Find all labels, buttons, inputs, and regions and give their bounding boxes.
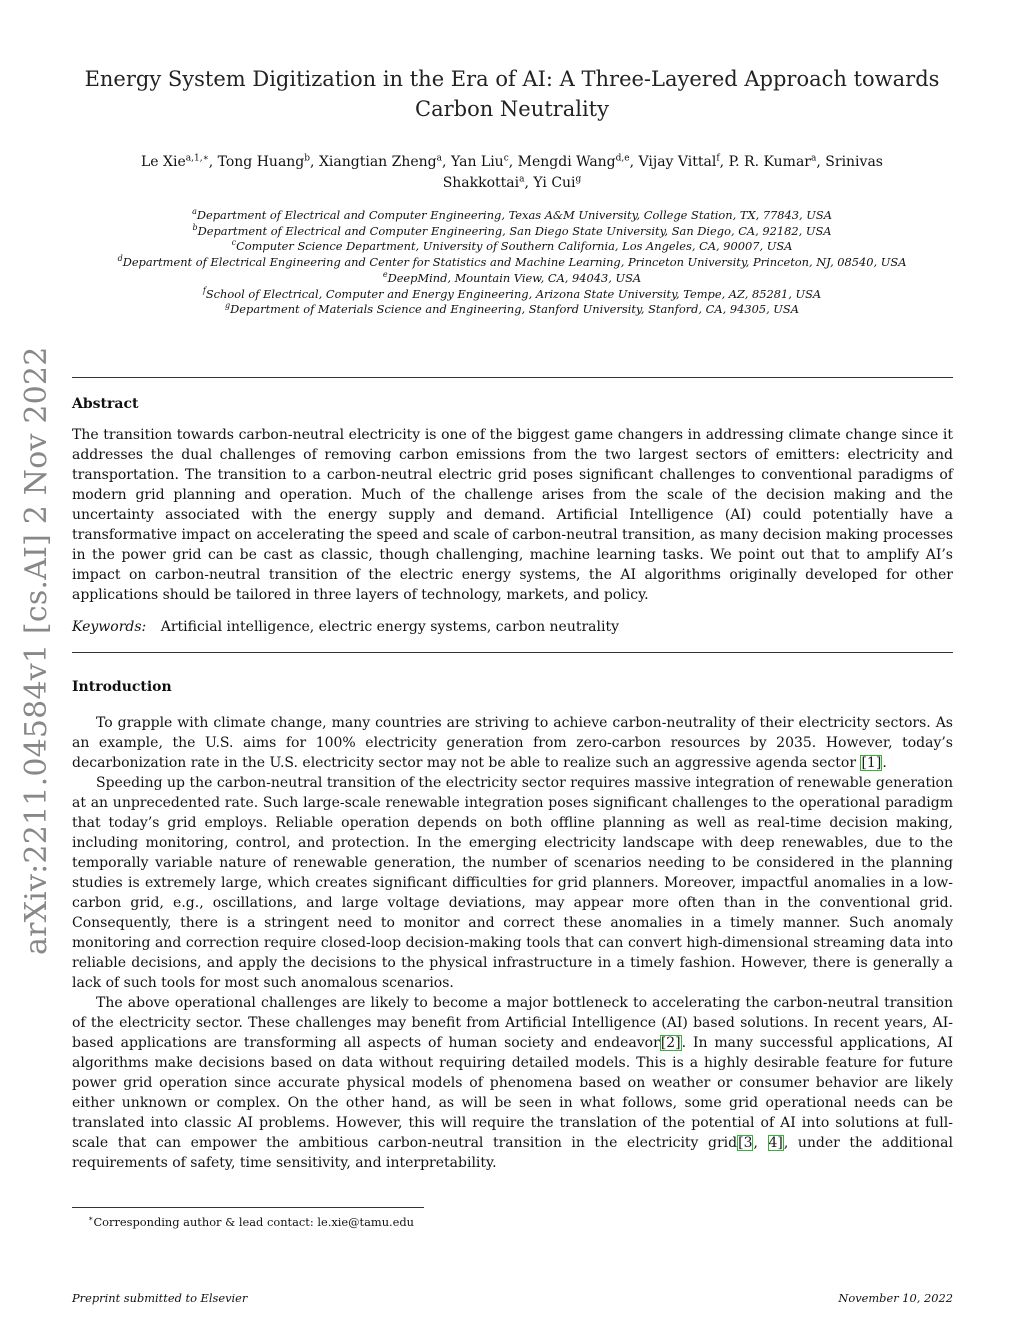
affiliation-mark: f [202, 285, 206, 295]
author-name: Vijay Vittal [638, 154, 717, 170]
abstract-top-rule [72, 377, 953, 378]
author [319, 154, 451, 170]
footer-date: November 10, 2022 [838, 1291, 953, 1305]
affiliation-text: Department of Electrical and Computer Engineering, San Diego State University, San Diego, CA, 92182, USA [197, 223, 832, 238]
author-name: Yan Liu [450, 154, 504, 170]
intro-paragraph [72, 993, 953, 1173]
intro-paragraph [72, 713, 953, 773]
author-affiliation-mark: c [503, 153, 509, 164]
intro-text: , [753, 1135, 768, 1151]
affiliation [40, 239, 984, 255]
author-separator: , [816, 154, 826, 170]
affiliation-list [40, 208, 984, 318]
affiliation-mark: b [192, 222, 198, 232]
intro-text: Speeding up the carbon-neutral transition of the electricity sector requires massive integration of renewable generation at an unprecedented rate. Such large-scale renewable integration poses significant challenges to the operational paradigm that today’s grid employs. Reliable operation depends on both offline planning as well as real-time decision making, including monitoring, control, and protection. In the emerging electricity landscape with deep renewables, due to the temporally variable nature of renewable generation, the number of scenarios needing to be considered in the planning studies is extremely large, which creates significant difficulties for grid planners. Moreover, impactful anomalies in a low-carbon grid, e.g., oscillations, and large voltage deviations, may appear more often than in the conventional grid. Consequently, there is a stringent need to monitor and correct these anomalies in a timely manner. Such anomaly monitoring and correction require closed-loop decision-making tools that can convert high-dimensional streaming data into reliable decisions, and apply the decisions to the physical infrastructure in a timely fashion. However, there is generally a lack of such tools for most such anomalous scenarios. [72, 775, 953, 991]
author [451, 154, 518, 170]
author-affiliation-mark: a [519, 174, 525, 185]
introduction-heading: Introduction [72, 679, 172, 695]
title-line-2: Carbon Neutrality [415, 97, 609, 121]
paper-title [80, 64, 944, 124]
keywords-label: Keywords: [72, 619, 147, 635]
author-affiliation-mark: f [716, 153, 720, 164]
author-affiliation-mark: b [304, 153, 311, 164]
author-affiliation-mark: a,1,∗ [185, 153, 209, 164]
citation-link[interactable]: 4] [768, 1135, 783, 1151]
author-affiliation-mark: a [811, 153, 817, 164]
affiliation [40, 302, 984, 318]
abstract-bottom-rule [72, 652, 953, 653]
affiliation-text: DeepMind, Mountain View, CA, 94043, USA [387, 270, 642, 285]
affiliation [40, 287, 984, 303]
author-separator: , [508, 154, 518, 170]
affiliation [40, 255, 984, 271]
author-list [100, 152, 924, 194]
affiliation-mark: d [117, 254, 123, 264]
author-separator: , [208, 154, 218, 170]
author-name: P. R. Kumar [728, 154, 811, 170]
author [729, 154, 826, 170]
footnote-text: Corresponding author & lead contact: le.xie@tamu.edu [93, 1214, 415, 1229]
author [518, 154, 639, 170]
author-separator: , [629, 154, 639, 170]
author [141, 154, 218, 170]
affiliation [40, 271, 984, 287]
author [533, 175, 581, 191]
intro-paragraph [72, 773, 953, 993]
author [218, 154, 319, 170]
citation-link[interactable]: [3 [738, 1135, 753, 1151]
intro-text: . In many successful applications, AI algorithms make decisions based on data without requiring detailed models. This is a highly desirable feature for future power grid operation since accurate physical models of phenomena based on weather or consumer behavior are likely either unknown or complex. On the other hand, as will be seen in what follows, some grid operational needs can be translated into classic AI problems. However, this will require the translation of the potential of AI into solutions at full-scale that can empower the ambitious carbon-neutral transition in the electricity grid [72, 1035, 953, 1151]
abstract-heading: Abstract [72, 396, 139, 412]
affiliation-text: Department of Electrical and Computer Engineering, Texas A&M University, College Station, TX, 77843, USA [196, 208, 832, 222]
arxiv-identifier[interactable]: arXiv:2211.04584v1 [cs.AI] 2 Nov 2022 [19, 346, 54, 955]
footer-preprint-note: Preprint submitted to Elsevier [72, 1291, 248, 1305]
affiliation-mark: a [192, 207, 197, 217]
affiliation-text: School of Electrical, Computer and Energy Engineering, Arizona State University, Tempe, AZ, 85281, USA [205, 286, 822, 301]
author-affiliation-mark: d,e [615, 153, 630, 164]
affiliation-text: Department of Electrical Engineering and Center for Statistics and Machine Learning, Princeton University, Princeton, NJ, 08540, USA [122, 255, 907, 270]
author-name: Xiangtian Zheng [318, 154, 437, 170]
author-affiliation-mark: g [575, 174, 582, 185]
affiliation-mark: g [225, 301, 231, 311]
citation-link[interactable]: [2] [660, 1035, 681, 1051]
intro-text: , under the additional requirements of safety, time sensitivity, and interpretability. [72, 1135, 954, 1171]
author [639, 154, 729, 170]
footnote [88, 1211, 414, 1230]
keywords-text: Artificial intelligence, electric energy systems, carbon neutrality [160, 619, 620, 635]
author-separator: , [442, 154, 451, 170]
author-separator: , [524, 175, 534, 191]
affiliation [40, 208, 984, 224]
author-name: Mengdi Wang [517, 154, 616, 170]
intro-text: . [882, 755, 887, 771]
author-name: Srinivas Shakkottai [442, 154, 883, 191]
title-line-1: Energy System Digitization in the Era of AI: A Three-Layered Approach towards [84, 67, 940, 91]
introduction-body [72, 713, 953, 1173]
affiliation-text: Department of Materials Science and Engineering, Stanford University, Stanford, CA, 94305, USA [230, 302, 799, 317]
keywords [72, 617, 619, 637]
author-name: Tong Huang [217, 154, 305, 170]
footnote-mark: ∗ [88, 1214, 94, 1223]
abstract-text: The transition towards carbon-neutral electricity is one of the biggest game changers in addressing climate change since it addresses the dual challenges of removing carbon emissions from the two largest sectors of emitters: electricity and transportation. The transition to a carbon-neutral electric grid poses significant challenges to conventional paradigms of modern grid planning and operation. Much of the challenge arises from the scale of the decision making and the uncertainty associated with the energy supply and demand. Artificial Intelligence (AI) could potentially have a transformative impact on accelerating the speed and scale of carbon-neutral transition, as many decision making processes in the power grid can be cast as classic, though challenging, machine learning tasks. We point out that to amplify AI’s impact on carbon-neutral transition of the electric energy systems, the AI algorithms originally developed for other applications should be tailored in three layers of technology, markets, and policy. [72, 427, 953, 603]
citation-link[interactable]: [1] [861, 755, 882, 771]
footnote-rule [72, 1207, 424, 1208]
intro-text: The above operational challenges are likely to become a major bottleneck to accelerating the carbon-neutral transition of the electricity sector. These challenges may benefit from Artificial Intelligence (AI) based solutions. In recent years, AI-based applications are transforming all aspects of human society and endeavor [72, 995, 953, 1051]
author-separator: , [719, 154, 729, 170]
affiliation [40, 224, 984, 240]
author-name: Le Xie [141, 154, 186, 170]
intro-text: To grapple with climate change, many countries are striving to achieve carbon-neutrality of their electricity sectors. As an example, the U.S. aims for 100% electricity generation from zero-carbon resources by 2035. However, today’s decarbonization rate in the U.S. electricity sector may not be able to realize such an aggressive agenda sector [72, 715, 953, 771]
affiliation-mark: e [382, 270, 388, 280]
author-affiliation-mark: a [436, 153, 443, 164]
affiliation-text: Computer Science Department, University of Southern California, Los Angeles, CA, 90007, USA [236, 239, 793, 254]
affiliation-mark: c [231, 238, 237, 248]
author-separator: , [310, 154, 319, 170]
author-name: Yi Cui [533, 175, 576, 191]
